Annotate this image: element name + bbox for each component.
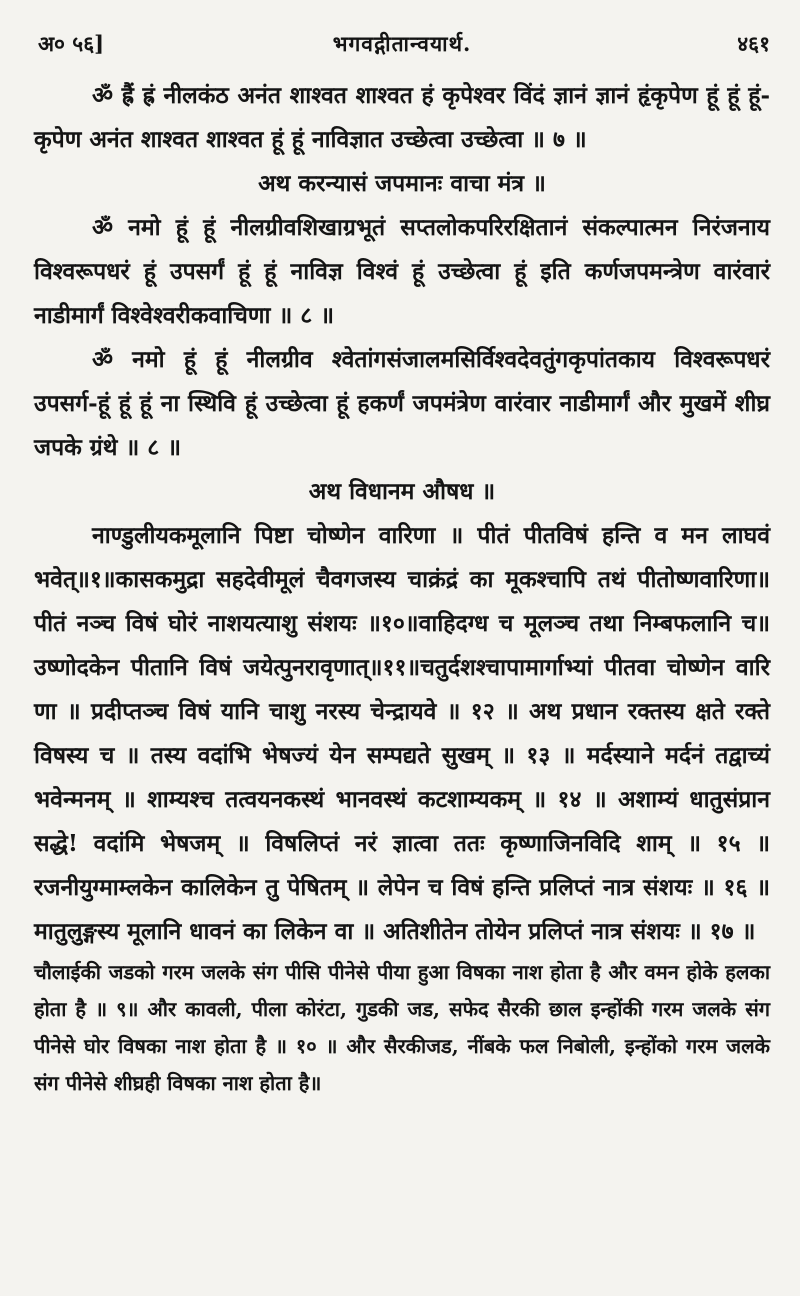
running-title: भगवद्गीतान्वयार्थ. bbox=[332, 31, 472, 56]
running-header bbox=[34, 30, 770, 74]
page-number: ४६१ bbox=[737, 31, 770, 56]
section-heading: अथ करन्यासं जपमानः वाचा मंत्र ॥ bbox=[258, 170, 546, 197]
verse-paragraph: ॐ ह्रैं ह्रं नीलकंठ अनंत शाश्वत शाश्वत हं कृपेश्वर विंदं ज्ञानं ज्ञानं हृंकृपेण हूं हूं हूं-कृपेण अनंत शाश्वत शाश्वत हूं हूं नाविज्ञात उच्छेत्वा उच्छेत्वा ॥ ७ ॥ bbox=[34, 82, 770, 153]
page-section-number: अ० ५६] bbox=[38, 31, 105, 56]
verse-paragraph: ॐ नमो हूं हूं नीलग्रीवशिखाग्रभूतं सप्तलोकपरिरक्षितानं संकल्पात्मन निरंजनाय विश्वरूपधरं हूं उपसर्गं हूं हूं नाविज्ञ विश्वं हूं उच्छेत्वा हूं इति कर्णजपमन्त्रेण वारंवारं नाडीमार्गं विश्वेश्वरीकवाचिणा ॥ ८ ॥ bbox=[34, 214, 770, 329]
commentary-paragraph: चौलाईकी जडको गरम जलके संग पीसि पीनेसे पीया हुआ विषका नाश होता है और वमन होके हलका होता है ॥ ९॥ और कावली, पीला कोरंटा, गुडकी जड, सफेद सैरकी छाल इन्होंकी गरम जलके संग पीनेसे घोर विषका नाश होता है ॥ १० ॥ और सैरकीजड, नींबके फल निबोली, इन्होंको गरम जलके संग पीनेसे शीघ्रही विषका नाश होता है॥ bbox=[34, 960, 770, 1095]
verse-paragraph: ॐ नमो हूं हूं नीलग्रीव श्वेतांगसंजालमसिर्विश्वदेवतुंगकृपांतकाय विश्वरूपधरं उपसर्ग-हूं हूं हूं ना स्थिवि हूं उच्छेत्वा हूं हकर्णं जपमंत्रेण वारंवार नाडीमार्गं और मुखमें शीघ्र जपके ग्रंथे ॥ ८ ॥ bbox=[34, 346, 770, 461]
verse-paragraph: नाण्डुलीयकमूलानि पिष्टा चोष्णेन वारिणा ॥ पीतं पीतविषं हन्ति व मन लाघवं भवेत्॥१॥कासकमुद्रा सहदेवीमूलं चैवगजस्य चाक्रंद्रं का मूकश्चापि तथं पीतोष्णवारिणा॥पीतं नञ्च विषं घोरं नाशयत्याशु संशयः ॥१०॥वाहिदग्ध च मूलञ्च तथा निम्बफलानि च॥उष्णोदकेन पीतानि विषं जयेत्पुनरावृणात्॥११॥चतुर्दशश्चापामार्गाभ्यां पीतवा चोष्णेन वारि णा ॥ प्रदीप्तञ्च विषं यानि चाशु नरस्य चेन्द्रायवे ॥ १२ ॥ अथ प्रधान रक्तस्य क्षते रक्ते विषस्य च ॥ तस्य वदांभि भेषज्यं येन सम्पद्यते सुखम् ॥ १३ ॥ मर्दस्याने मर्दनं तद्वाच्यं भवेन्मनम् ॥ शाम्यश्च तत्वयनकस्थं भानवस्थं कटशाम्यकम् ॥ १४ ॥ अशाम्यं धातुसंप्रान सद्धे! वदांमि भेषजम् ॥ विषलिप्तं नरं ज्ञात्वा ततः कृष्णाजिनविदि शाम् ॥ १५ ॥ रजनीयुग्माम्लकेन कालिकेन तु पेषितम् ॥ लेपेन च विषं हन्ति प्रलिप्तं नात्र संशयः ॥ १६ ॥ मातुलुङ्गस्य मूलानि धावनं का लिकेन वा ॥ अतिशीतेन तोयेन प्रलिप्तं नात्र संशयः ॥ १७ ॥ bbox=[34, 522, 770, 945]
text-body bbox=[34, 74, 770, 1102]
document-page bbox=[34, 30, 770, 1102]
section-heading: अथ विधानम औषध ॥ bbox=[308, 478, 496, 505]
